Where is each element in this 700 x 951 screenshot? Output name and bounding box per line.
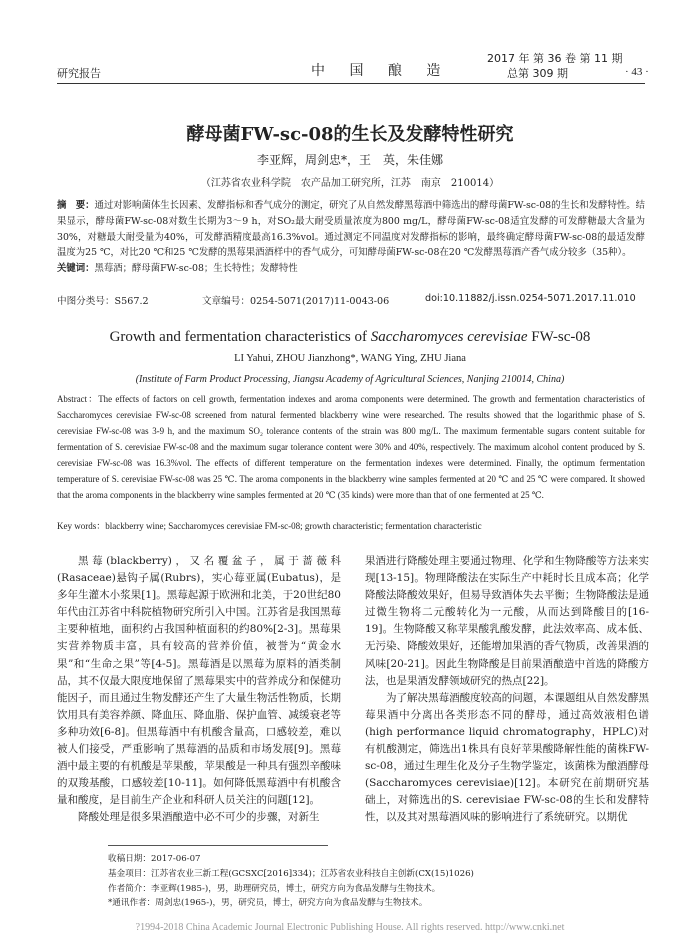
section-label: 研究报告: [57, 67, 101, 80]
title-cn: 酵母菌FW-sc-08的生长及发酵特性研究: [186, 124, 514, 145]
issue-info: [487, 51, 622, 81]
body-paragraph: 果酒进行降酸处理主要通过物理、化学和生物降酸等方法来实现[13-15]。物理降酸法在实际生产中耗时长且成本高；化学降酸法降酸效果好，但易导致酒体失去平衡；生物降酸法是通过微生物将二元酸转化为一元酸，从而达到降酸目的[16-19]。生物降酸又称苹果酸乳酸发酵，此法效率高、成本低、无污染、降酸效果好，还能增加果酒的香气物质，改善果酒的风味[20-21]。因此生物降酸是目前果酒酿造中首选的降酸方法，也是果酒发酵领域研究的热点[22]。: [365, 555, 649, 687]
title-en: [0, 329, 700, 346]
abstract-cn-text: 通过对影响菌体生长因素、发酵指标和香气成分的测定，研究了从自然发酵黑莓酒中筛选出的酵母菌FW-sc-08的生长和发酵特性。结果显示，酵母菌FW-sc-08对数生长期为3～9 h，对SO₂最大耐受质量浓度为800 mg/L，酵母菌FW-sc-08适宜发酵的可发酵糖最大含量为30%，对糖最大耐受量为40%，可发酵酒精度最高16.3%vol。通过测定不同温度对发酵指标的影响，最终确定酵母菌FW-sc-08的最适发酵温度为25 ℃，对比20 ℃和25 ℃发酵的黑莓果酒酒样中的香气成分，可知酵母菌FW-sc-08在20 ℃发酵黑莓酒产香气成分较多（35种）。: [57, 200, 645, 259]
footnote-rule: [108, 845, 328, 846]
body-paragraph: 降酸处理是很多果酒酿造中必不可少的步骤，对新生: [78, 811, 320, 824]
keywords-en-label: Key words：: [57, 521, 106, 531]
body-column-right: [365, 553, 649, 827]
body-paragraph: 黑莓(blackberry)，又名覆盆子，属于蔷薇科(Rasaceae)悬钩子属(Rubrs)，实心莓亚属(Eubatus)，是多年生灌木小浆果[1]。黑莓起源于欧洲和北美，于20世纪80年代由江苏省中科院植物研究所引入中国。江苏省是我国黑莓主要种植地，面积约占我国种植面积的约80%[2-3]。黑莓果实营养物质丰富，具有较高的营养价值，被誉为“黄金水果”和“生命之果”等[4-5]。黑莓酒是以黑莓为原料的酒类制品，其不仅最大限度地保留了黑莓果实中的营养成分和保健功能因子，而且通过生物发酵还产生了大量生物活性物质，长期饮用具有美容养颜、降血压、降血脂、保护血管、减缓衰老等多种功效[6-8]。但黑莓酒中有机酸含量高，口感较差，难以被人们接受，严重影响了黑莓酒的品质和市场发展[9]。黑莓酒中最主要的有机酸是苹果酸，苹果酸是一种具有强烈辛酸味的双羧基酸，口感较差[10-11]。如何降低黑莓酒中有机酸含量和酸度，是目前生产企业和科研人员关注的问题[12]。: [57, 555, 341, 807]
abstract-cn-label: 摘 要：: [57, 200, 95, 211]
issue-volume: 2017 年 第 36 卷 第 11 期: [487, 52, 623, 65]
body-column-left: [57, 553, 341, 827]
authors-en: LI Yahui, ZHOU Jianzhong*, WANG Ying, ZHU Jiana: [234, 353, 466, 364]
title-en-prefix: Growth and fermentation characteristics of: [109, 329, 371, 345]
keywords-en-text: blackberry wine; Saccharomyces cerevisiae FM-sc-08; growth characteristic; fermentation characteristic: [105, 521, 482, 531]
abstract-en-label: Abstract：: [57, 394, 99, 404]
clc-number: 中图分类号：S567.2: [57, 296, 149, 307]
footnote-funding: 基金项目：江苏省农业三新工程(GCSXC[2016]334)；江苏省农业科技自主创新(CX(15)1026): [108, 868, 474, 879]
journal-name: 中 国 酿 造: [311, 63, 451, 79]
footnotes: [108, 852, 648, 911]
footnote-author: 作者简介：李亚辉(1985-)，男，助理研究员，博士，研究方向为食品发酵与生物技术。: [108, 883, 441, 894]
keywords-cn-label: 关键词：: [57, 263, 95, 275]
copyright-watermark: ?1994-2018 China Academic Journal Electronic Publishing House. All rights reserved. http://www.cnki.net: [135, 922, 565, 933]
title-en-species: Saccharomyces cerevisiae: [370, 329, 528, 345]
authors-cn: 李亚辉，周剑忠*，王 英，朱佳娜: [256, 153, 443, 167]
abstract-cn: [57, 198, 645, 277]
affiliation-cn: （江苏省农业科学院 农产品加工研究所，江苏 南京 210014）: [200, 178, 500, 189]
page-number: · 43 ·: [625, 66, 649, 78]
abstract-en-text: The effects of factors on cell growth, fermentation indexes and aroma components were determined. The growth and fermentation characteristics of Saccharomyces cerevisiae FW-sc-08 screened from natural fermented blackberry wine were researched. The results showed that the logarithmic phase of S. cerevisiae FW-sc-08 was 3-9 h, and the maximum SO₂ tolerance contents of the strain was 800 mg/L. The maximum fermentable sugars content suitable for fermentation of S. cerevisiae FW-sc-08 and the maximum sugar tolerance content were 30% and 40%, respectively. The maximum alcohol content produced by S. cerevisiae FW-sc-08 was 16.3%vol. The effects of different temperature on the fermentation indexes were determined. Finally, the optimum fermentation temperature of S. cerevisiae FW-sc-08 was 25 ℃. The aroma components in the blackberry wine samples fermented at 20 ℃ and 25 ℃ were compared. It showed that the aroma components in the blackberry wine samples fermented at 20 ℃ (35 kinds) were more than that of one fermented at 25 ℃.: [57, 394, 645, 500]
abstract-en: [57, 391, 645, 503]
affiliation-en: (Institute of Farm Product Processing, Jiangsu Academy of Agricultural Sciences, Nanjing 210014, China): [135, 374, 565, 385]
title-en-suffix: FW-sc-08: [527, 329, 591, 345]
article-number: 文章编号：0254-5071(2017)11-0043-06: [202, 296, 390, 307]
doi: doi:10.11882/j.issn.0254-5071.2017.11.010: [425, 293, 636, 304]
issue-total: 总第 309 期: [507, 67, 568, 80]
footnote-corresponding: *通讯作者：周剑忠(1965-)，男，研究员，博士，研究方向为食品发酵与生物技术。: [108, 898, 428, 909]
keywords-en: [57, 519, 645, 532]
header-rule: [57, 83, 645, 84]
footnote-received: 收稿日期：2017-06-07: [108, 854, 201, 864]
keywords-cn-text: 黑莓酒；酵母菌FW-sc-08；生长特性；发酵特性: [94, 263, 298, 275]
body-paragraph: 为了解决黑莓酒酸度较高的问题，本课题组从自然发酵黑莓果酒中分离出各类形态不同的酵母，通过高效液相色谱(high performance liquid chromatography，HPLC)对有机酸测定，筛选出1株具有良好苹果酸降解性能的菌株FW-sc-08，通过生理生化及分子生物学鉴定，该菌株为酿酒酵母(Saccharomyces cerevisiae)[12]。本研究在前期研究基础上，对筛选出的S. cerevisiae FW-sc-08的生长和发酵特性，以及其对黑莓酒风味的影响进行了系统研究。以期优: [365, 691, 649, 824]
